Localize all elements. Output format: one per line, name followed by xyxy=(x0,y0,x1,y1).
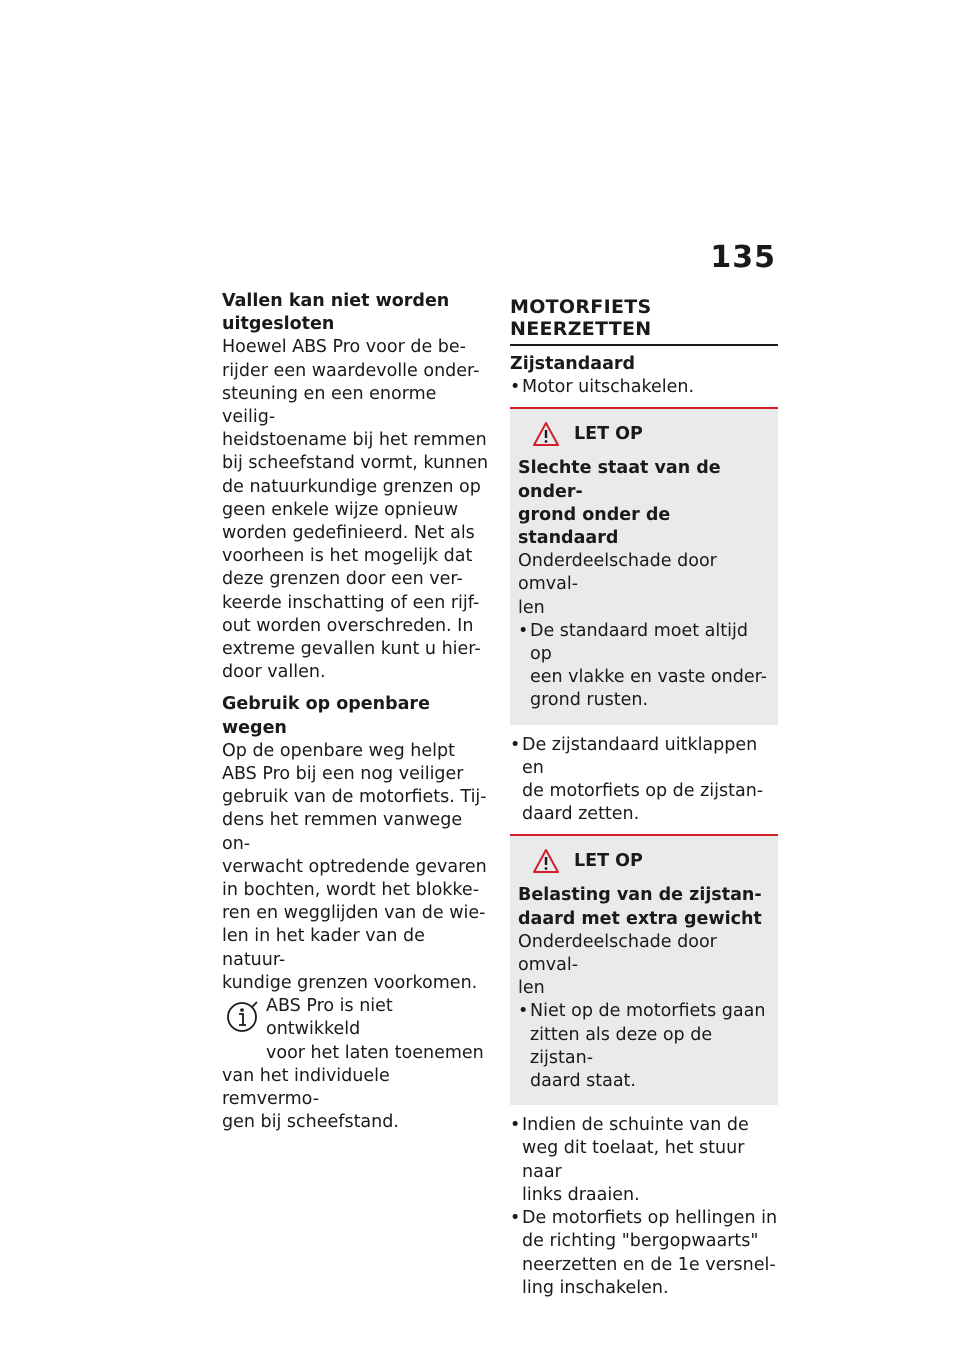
paragraph-public-roads: Op de openbare weg helpt ABS Pro bij een nog veiliger gebruik van de motorfiets. Tij- dens het remmen vanwege on- verwacht optredende gevaren in bochten, wordt het blokke- ren en wegglijden van de wie- len in het kader van de natuur- kundige grenzen voorkomen. xyxy=(222,740,487,993)
warning-triangle-icon xyxy=(532,848,560,874)
left-column xyxy=(222,290,490,1134)
warning-label: LET OP xyxy=(574,424,643,445)
heading-falling: Vallen kan niet worden uitgesloten xyxy=(222,291,450,335)
warning-title: Belasting van de zijstan- daard met extra gewicht xyxy=(518,885,762,929)
warning-label: LET OP xyxy=(574,851,643,872)
warning-box-load xyxy=(510,834,778,1105)
warning-text: Onderdeelschade door omval- len xyxy=(518,931,717,999)
list-item: • Indien de schuinte van de weg dit toelaat, het stuur naar links draaien. xyxy=(510,1114,778,1207)
list-item: • De zijstandaard uitklappen en de motorfiets op de zijstan- daard zetten. xyxy=(510,734,778,827)
warning-triangle-icon xyxy=(532,421,560,447)
info-note: ABS Pro is niet ontwikkeld voor het laten toenemen van het individuele remvermo- gen bij scheefstand. xyxy=(222,996,484,1133)
subheading-side-stand: Zijstandaard xyxy=(510,354,636,374)
warning-bullet: • Niet op de motorfiets gaan zitten als deze op de zijstan- daard staat. xyxy=(518,1000,770,1093)
list-item: • De motorfiets op hellingen in de richting "bergopwaarts" neerzetten en de 1e versnel- ling inschakelen. xyxy=(510,1207,778,1300)
page-number: 135 xyxy=(710,240,776,275)
heading-public-roads: Gebruik op openbare wegen xyxy=(222,694,430,738)
paragraph-falling: Hoewel ABS Pro voor de be- rijder een waardevolle onder- steuning en een enorme veilig- heidstoename bij het remmen bij scheefstand vormt, kunnen de natuurkundige grenzen op geen enkele wijze opnieuw worden gedefinieerd. Net als voorheen is het mogelijk dat deze grenzen door een ver- keerde inschatting of een rijf- out worden overschreden. In extreme gevallen kunt u hier- door vallen. xyxy=(222,337,489,683)
list-item: • Motor uitschakelen. xyxy=(510,376,778,399)
info-icon xyxy=(224,999,260,1035)
right-column xyxy=(510,296,778,1300)
warning-box-ground xyxy=(510,407,778,724)
warning-title: Slechte staat van de onder- grond onder de standaard xyxy=(518,458,721,549)
section-title: MOTORFIETS NEERZETTEN xyxy=(510,296,778,346)
warning-bullet: • De standaard moet altijd op een vlakke en vaste onder- grond rusten. xyxy=(518,620,770,713)
warning-text: Onderdeelschade door omval- len xyxy=(518,551,717,618)
